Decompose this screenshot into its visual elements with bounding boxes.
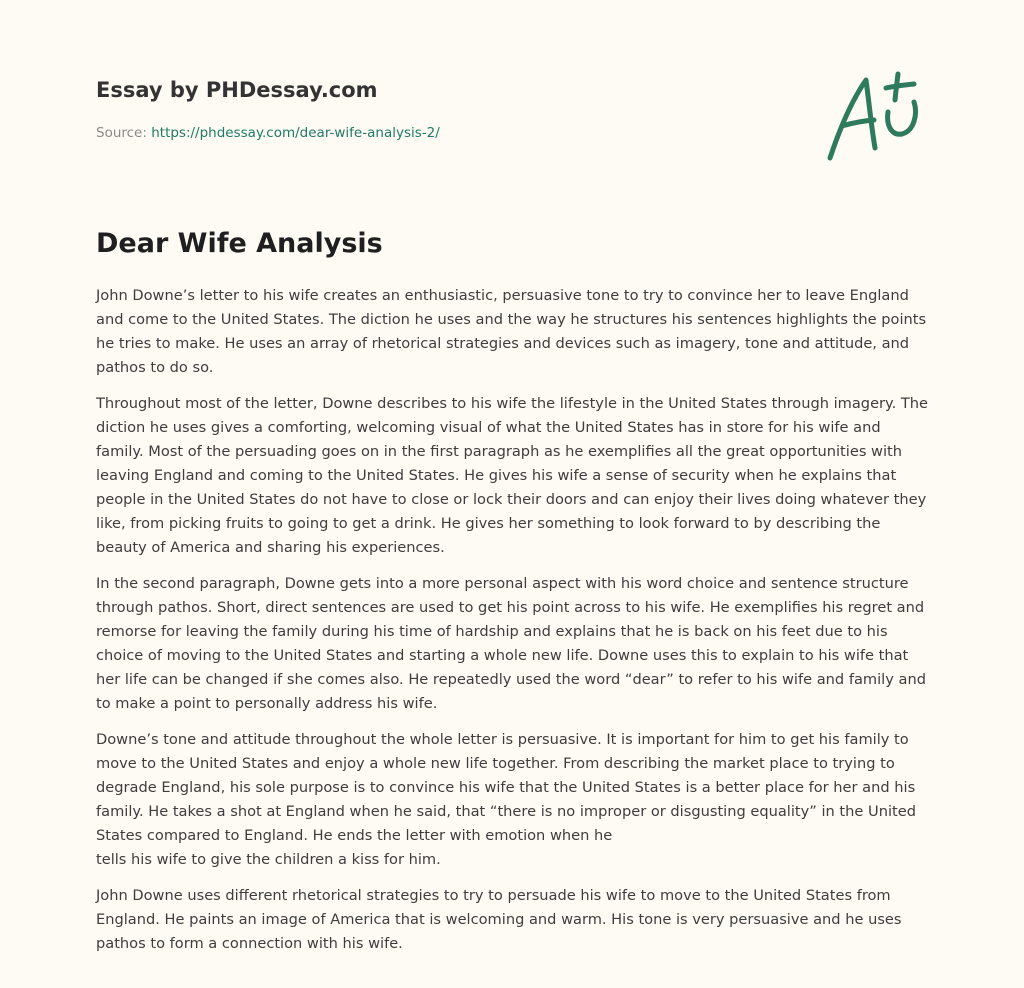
essay-paragraph: tells his wife to give the children a kiss for him. bbox=[96, 851, 441, 868]
essay-title: Dear Wife Analysis bbox=[96, 228, 383, 259]
source-label: Source: bbox=[96, 125, 147, 141]
essay-paragraph: Throughout most of the letter, Downe describes to his wife the lifestyle in the United States through imagery. The diction he uses gives a comforting, welcoming visual of what the United States has in store for his wife and family. Most of the persuading goes on in the first paragraph as he exemplifies all the great opportunities with leaving England and coming to the United States. He gives his wife a sense of security when he explains that people in the United States do not have to close or lock their doors and can enjoy their lives doing whatever they like, from picking fruits to going to get a drink. He gives her something to look forward to by describing the beauty of America and sharing his experiences. bbox=[96, 395, 929, 556]
site-title: Essay by PHDessay.com bbox=[96, 78, 378, 102]
essay-paragraph: In the second paragraph, Downe gets into a more personal aspect with his word choice and sentence structure through pathos. Short, direct sentences are used to get his point across to his wife. He exemplifies his regret and remorse for leaving the family during his time of hardship and explains that he is back on his feet due to his choice of moving to the United States and starting a whole new life. Downe uses this to explain to his wife that her life can be changed if she comes also. He repeatedly used the word “dear” to refer to his wife and family and to make a point to personally address his wife. bbox=[96, 575, 926, 712]
essay-paragraph: John Downe’s letter to his wife creates an enthusiastic, persuasive tone to try to convince her to leave England and come to the United States. The diction he uses and the way he structures his sentences highlights the points he tries to make. He uses an array of rhetorical strategies and devices such as imagery, tone and attitude, and pathos to do so. bbox=[96, 287, 927, 376]
a-plus-logo-icon bbox=[818, 66, 930, 166]
essay-body bbox=[96, 284, 932, 968]
page-header bbox=[96, 76, 816, 142]
source-link[interactable]: https://phdessay.com/dear-wife-analysis-2/ bbox=[151, 125, 440, 141]
source-line bbox=[96, 124, 816, 142]
essay-paragraph: Downe’s tone and attitude throughout the whole letter is persuasive. It is important for him to get his family to move to the United States and enjoy a whole new life together. From describing the market place to trying to degrade England, his sole purpose is to convince his wife that the United States is a better place for her and his family. He takes a shot at England when he said, that “there is no improper or disgusting equality” in the United States compared to England. He ends the letter with emotion when he bbox=[96, 731, 916, 844]
essay-paragraph: John Downe uses different rhetorical strategies to try to persuade his wife to move to the United States from England. He paints an image of America that is welcoming and warm. His tone is very persuasive and he uses pathos to form a connection with his wife. bbox=[96, 887, 902, 952]
